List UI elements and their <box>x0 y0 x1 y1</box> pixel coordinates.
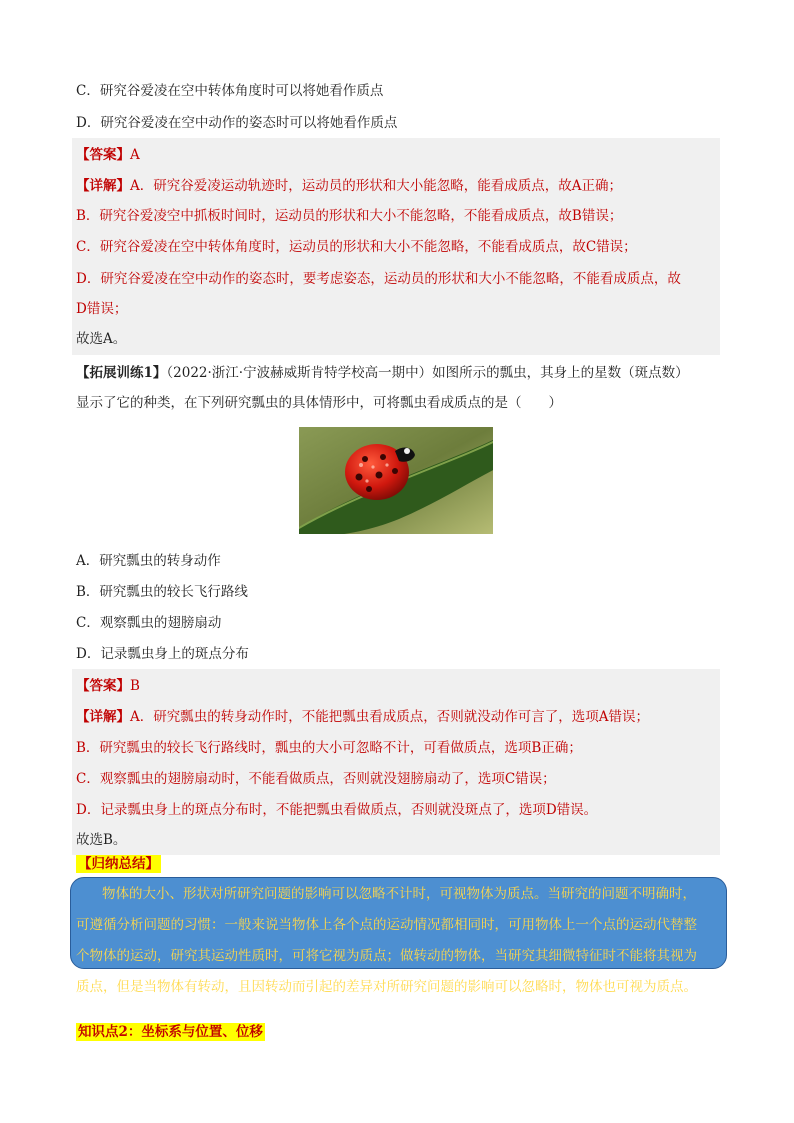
answer-tag: 【答案】 <box>76 147 130 163</box>
ext-stem-1 <box>76 363 689 383</box>
summary-tag: 【归纳总结】 <box>78 856 159 872</box>
answer-value: B <box>130 678 140 694</box>
ext-detail-3: C．观察瓢虫的翅膀扇动时，不能看做质点，否则就没翅膀扇动了，选项C错误； <box>76 771 556 787</box>
prev-answer-line <box>76 145 140 165</box>
ext-answer-shade <box>72 669 720 855</box>
knowledge-point-heading: 知识点2：坐标系与位置、位移 <box>78 1024 263 1040</box>
prev-option-d: D．研究谷爱凌在空中动作的姿态时可以将她看作质点 <box>76 115 398 131</box>
detail-tag: 【详解】 <box>76 178 130 194</box>
prev-detail-3: C．研究谷爱凌在空中转体角度时，运动员的形状和大小不能忽略，不能看成质点，故C错误； <box>76 239 637 255</box>
ext-stem-2: 显示了它的种类，在下列研究瓢虫的具体情形中，可将瓢虫看成质点的是（ ） <box>76 395 562 411</box>
prev-detail-4b: D错误； <box>76 301 128 317</box>
ext-option-b: B．研究瓢虫的较长飞行路线 <box>76 584 248 600</box>
detail-text: A．研究谷爱凌运动轨迹时，运动员的形状和大小能忽略，能看成质点，故A正确； <box>130 178 622 194</box>
answer-value: A <box>130 147 140 163</box>
ext-option-d: D．记录瓢虫身上的斑点分布 <box>76 646 249 662</box>
detail-tag: 【详解】 <box>76 709 130 725</box>
prev-detail-1 <box>76 176 622 196</box>
ext-tag: 【拓展训练1】 <box>76 365 167 381</box>
summary-line-4: 质点，但是当物体有转动，且因转动而引起的差异对所研究问题的影响可以忽略时，物体也可视为质点。 <box>76 979 697 995</box>
ext-detail-2: B．研究瓢虫的较长飞行路线时，瓢虫的大小可忽略不计，可看做质点，选项B正确； <box>76 740 582 756</box>
ext-answer-line <box>76 676 140 696</box>
summary-line-1: 物体的大小、形状对所研究问题的影响可以忽略不计时，可视物体为质点。当研究的问题不明确时， <box>102 886 696 902</box>
prev-option-c: C．研究谷爱凌在空中转体角度时可以将她看作质点 <box>76 83 384 99</box>
summary-line-2: 可遵循分析问题的习惯：一般来说当物体上各个点的运动情况都相同时，可用物体上一个点的运动代替整 <box>76 917 697 933</box>
ext-option-c: C．观察瓢虫的翅膀扇动 <box>76 615 222 631</box>
ext-option-a: A．研究瓢虫的转身动作 <box>76 553 221 569</box>
ext-detail-1 <box>76 707 649 727</box>
prev-conclusion: 故选A。 <box>76 331 127 347</box>
ext-detail-4: D．记录瓢虫身上的斑点分布时，不能把瓢虫看做质点，否则就没斑点了，选项D错误。 <box>76 802 598 818</box>
ladybug-photo <box>299 427 493 534</box>
ext-conclusion: 故选B。 <box>76 832 127 848</box>
prev-detail-4a: D．研究谷爱凌在空中动作的姿态时，要考虑姿态，运动员的形状和大小不能忽略，不能看成质点，故 <box>76 271 681 287</box>
summary-line-3: 个物体的运动，研究其运动性质时，可将它视为质点；做转动的物体，当研究其细微特征时不能将其视为 <box>76 948 697 964</box>
detail-text: A．研究瓢虫的转身动作时，不能把瓢虫看成质点，否则就没动作可言了，选项A错误； <box>130 709 649 725</box>
answer-tag: 【答案】 <box>76 678 130 694</box>
prev-detail-2: B．研究谷爱凌空中抓板时间时，运动员的形状和大小不能忽略，不能看成质点，故B错误； <box>76 208 623 224</box>
ext-stem-text: （2022·浙江·宁波赫威斯肯特学校高一期中）如图所示的瓢虫，其身上的星数（斑点数） <box>166 365 689 381</box>
